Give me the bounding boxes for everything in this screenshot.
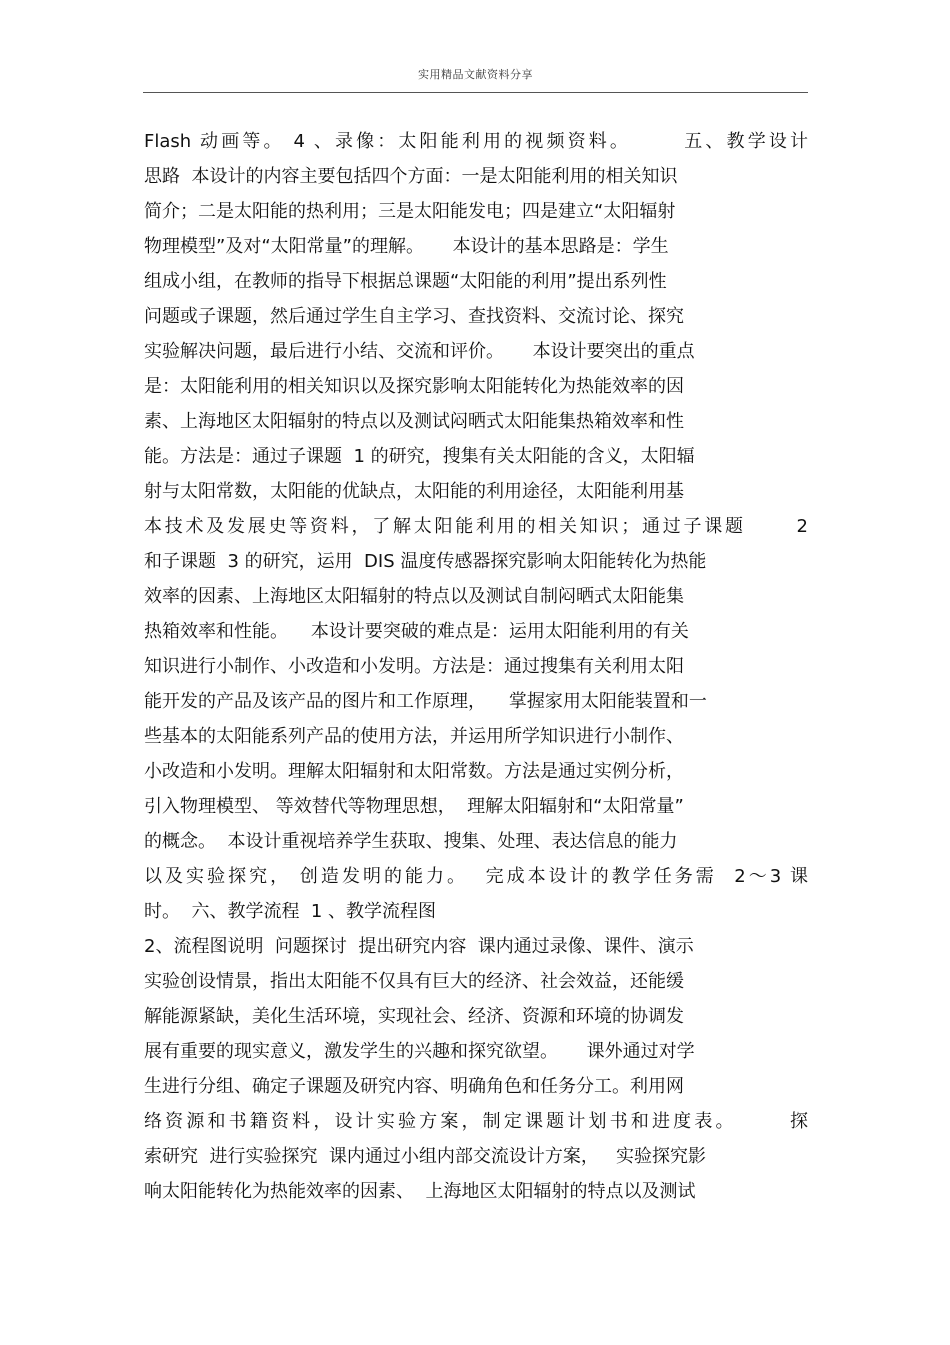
text-line: 效率的因素、上海地区太阳辐射的特点以及测试自制闷晒式太阳能集 [144,586,684,607]
text-line: 是：太阳能利用的相关知识以及探究影响太阳能转化为热能效率的因 [144,376,684,397]
text-line: 实验创设情景，指出太阳能不仅具有巨大的经济、社会效益，还能缓 [144,971,684,992]
text-line: 热箱效率和性能。 本设计要突破的难点是：运用太阳能利用的有关 [144,621,689,642]
text-line: 响太阳能转化为热能效率的因素、 上海地区太阳辐射的特点以及测试 [144,1181,696,1202]
text-line: 物理模型”及对“太阳常量”的理解。 本设计的基本思路是：学生 [144,236,669,257]
text-line: 简介；二是太阳能的热利用；三是太阳能发电；四是建立“太阳辐射 [144,201,676,222]
text-line: 和子课题 3 的研究，运用 DIS 温度传感器探究影响太阳能转化为热能 [144,551,707,572]
text-line: 实验解决问题，最后进行小结、交流和评价。 本设计要突出的重点 [144,341,695,362]
text-line: 以及实验探究， 创造发明的能力。 完成本设计的教学任务需 2～3 课 [144,866,808,887]
text-line: 本技术及发展史等资料，了解太阳能利用的相关知识；通过子课题 2 [144,516,808,537]
text-line: 能。方法是：通过子课题 1 的研究，搜集有关太阳能的含义，太阳辐 [144,446,695,467]
text-line: 2、流程图说明 问题探讨 提出研究内容 课内通过录像、课件、演示 [144,936,694,957]
text-line: Flash 动画等。 4 、录像：太阳能利用的视频资料。 五、教学设计 [144,131,808,152]
text-line: 生进行分组、确定子课题及研究内容、明确角色和任务分工。利用网 [144,1076,684,1097]
text-line: 知识进行小制作、小改造和小发明。方法是：通过搜集有关利用太阳 [144,656,684,677]
text-line: 索研究 进行实验探究 课内通过小组内部交流设计方案， 实验探究影 [144,1146,707,1167]
text-line: 些基本的太阳能系列产品的使用方法，并运用所学知识进行小制作、 [144,726,684,747]
text-line: 射与太阳常数，太阳能的优缺点，太阳能的利用途径，太阳能利用基 [144,481,684,502]
text-line: 素、上海地区太阳辐射的特点以及测试闷晒式太阳能集热箱效率和性 [144,411,684,432]
text-line: 问题或子课题，然后通过学生自主学习、查找资料、交流讨论、探究 [144,306,684,327]
text-line: 的概念。 本设计重视培养学生获取、搜集、处理、表达信息的能力 [144,831,678,852]
text-line: 组成小组，在教师的指导下根据总课题“太阳能的利用”提出系列性 [144,271,667,292]
page-header-title: 实用精品文献资料分享 [418,68,533,81]
text-line: 时。 六、教学流程 1 、教学流程图 [144,901,437,922]
text-line: 思路 本设计的内容主要包括四个方面：一是太阳能利用的相关知识 [144,166,678,187]
text-line: 引入物理模型、 等效替代等物理思想， 理解太阳辐射和“太阳常量” [144,796,684,817]
text-line: 展有重要的现实意义，激发学生的兴趣和探究欲望。 课外通过对学 [144,1041,695,1062]
text-line: 能开发的产品及该产品的图片和工作原理， 掌握家用太阳能装置和一 [144,691,707,712]
header-divider [143,92,808,93]
document-body [144,124,808,1209]
text-line: 络资源和书籍资料，设计实验方案，制定课题计划书和进度表。 探 [144,1111,808,1132]
text-line: 解能源紧缺，美化生活环境，实现社会、经济、资源和环境的协调发 [144,1006,684,1027]
text-line: 小改造和小发明。理解太阳辐射和太阳常数。方法是通过实例分析， [144,761,684,782]
